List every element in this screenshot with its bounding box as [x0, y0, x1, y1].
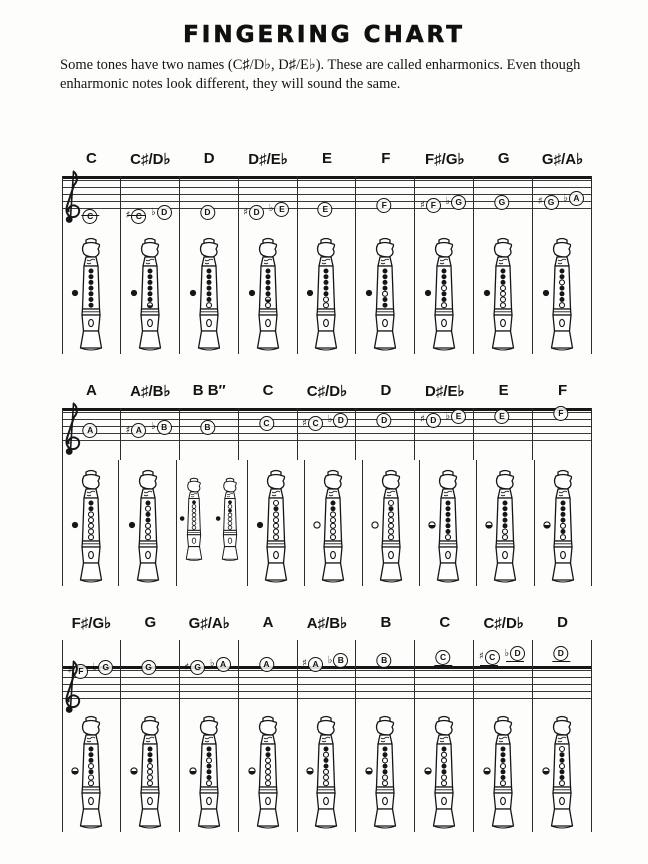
recorder-diagram: [186, 236, 232, 354]
thumb-hole: [372, 522, 378, 528]
recorder-row: [62, 228, 592, 354]
fingering-cell-C♯/D♭: [121, 228, 180, 354]
recorder-diagram: [303, 236, 349, 354]
circled-note-letter: B: [377, 653, 392, 668]
fingering-cell-B: [356, 706, 415, 832]
thumb-hole: [486, 522, 492, 528]
fingering-cell-A: [62, 460, 119, 586]
staff-note: [328, 413, 349, 428]
circled-note-letter: C: [485, 650, 500, 665]
circled-note-letter: B: [157, 420, 172, 435]
staff-note: [93, 660, 114, 675]
recorder-diagram: [68, 714, 114, 832]
staff-cell-F: [356, 176, 415, 228]
staff-cell-G♯/A♭: [180, 640, 239, 706]
chart-row-1: [62, 150, 592, 354]
ledger-line: [480, 665, 498, 666]
staff-cell-C♯/D♭: [121, 176, 180, 228]
fingering-cell-E: [298, 228, 357, 354]
staff-note: [563, 191, 584, 206]
staff-note: [553, 646, 568, 661]
note-name-row: [62, 614, 592, 640]
staff-cell-F: [533, 408, 592, 460]
staff-cell-G: [474, 176, 533, 228]
note-label: F: [381, 150, 391, 167]
staff-note: [377, 413, 392, 428]
circled-note-letter: G: [141, 660, 156, 675]
intro-line-2: enharmonic notes look different, they will sound the same.: [60, 76, 401, 93]
recorder-diagram: [368, 468, 414, 586]
thumb-hole: [543, 290, 549, 296]
staff-note: [538, 195, 559, 210]
chart-sections: [62, 150, 592, 860]
note-label: C♯/D♭: [306, 383, 348, 400]
thumb-hole: [131, 290, 137, 296]
recorder-diagram: [125, 468, 171, 586]
staff-note: [318, 202, 333, 217]
fingering-cell-F♯/G♭: [415, 228, 474, 354]
thumb-hole: [543, 768, 549, 774]
staff-cell-G: [121, 640, 180, 706]
circled-note-letter: C: [308, 416, 323, 431]
circled-note-letter: [131, 209, 146, 224]
circled-note-letter: B: [333, 653, 348, 668]
staff-note: [420, 413, 441, 428]
staff-note: [494, 409, 509, 424]
staff-note: [479, 650, 500, 665]
recorder-diagram: [539, 236, 585, 354]
recorder-diagram: [245, 236, 291, 354]
circled-note-letter: G: [544, 195, 559, 210]
fingering-cell-G♯/A♭: [533, 228, 592, 354]
page-title: FINGERING CHART: [183, 22, 465, 48]
staff-note: [200, 420, 215, 435]
circled-note-letter: B: [200, 420, 215, 435]
flat-sign: ♭: [327, 414, 333, 425]
sharp-sign: ♯: [67, 665, 73, 676]
staff-note: [553, 406, 568, 421]
ledger-line: [552, 661, 570, 662]
thumb-hole: [248, 290, 254, 296]
circled-note-letter: C: [436, 650, 451, 665]
note-name-row: [62, 150, 592, 176]
sharp-sign: ♯: [125, 424, 131, 436]
chart-row-3: [62, 614, 592, 832]
staff-cell-B-B″: [180, 408, 239, 460]
treble-clef: [56, 400, 86, 458]
staff-cell-E: [298, 176, 357, 228]
fingering-cell-G: [121, 706, 180, 832]
fingering-cell-B-B″: [177, 460, 248, 586]
fingering-cell-F♯/G♭: [62, 706, 121, 832]
staff-note: [504, 646, 525, 661]
staff-note: [377, 198, 392, 213]
staff-note: [210, 657, 231, 672]
fingering-cell-D: [533, 706, 592, 832]
thumb-hole: [180, 516, 185, 521]
fingering-cell-F: [535, 460, 592, 586]
recorder-diagram: [425, 468, 471, 586]
thumb-hole: [425, 768, 431, 774]
thumb-hole: [131, 768, 137, 774]
staff-note: [126, 423, 147, 438]
staff-note: [243, 205, 264, 220]
staff: [62, 176, 592, 228]
note-label: F: [557, 382, 568, 399]
recorder-diagram: [310, 468, 356, 586]
thumb-hole: [72, 768, 78, 774]
thumb-hole: [425, 290, 431, 296]
flat-sign: ♭: [209, 658, 215, 669]
staff-cell-D: [533, 640, 592, 706]
sharp-sign: [126, 211, 131, 221]
staff-cell-A: [239, 640, 298, 706]
thumb-hole: [257, 522, 263, 528]
circled-note-letter: D: [553, 646, 568, 661]
recorder-diagram: [480, 236, 526, 354]
staff-cell-A♯/B♭: [121, 408, 180, 460]
note-label: A: [262, 614, 274, 631]
staff-note: [445, 195, 466, 210]
note-label: C♯/D♭: [483, 615, 524, 632]
thumb-hole: [484, 768, 490, 774]
circled-note-letter: D: [377, 413, 392, 428]
circled-note-letter: A: [131, 423, 146, 438]
thumb-hole: [128, 522, 134, 528]
sharp-sign: ♯: [302, 658, 308, 669]
fingering-cell-G♯/A♭: [180, 706, 239, 832]
sharp-sign: ♯: [184, 661, 190, 673]
note-label: B: [380, 614, 392, 631]
fingering-cell-C♯/D♭: [305, 460, 362, 586]
recorder-diagram: [127, 714, 173, 832]
recorder-diagram: [127, 236, 173, 354]
recorder-diagram: [362, 236, 408, 354]
staff-note: [302, 657, 323, 672]
recorder-diagram: [177, 468, 211, 572]
thumb-hole: [366, 290, 372, 296]
staff-note: [445, 409, 466, 424]
staff-cell-B: [356, 640, 415, 706]
circled-note-letter: A: [216, 657, 231, 672]
staff-cell-G♯/A♭: [533, 176, 592, 228]
note-label: E: [321, 150, 332, 167]
circled-note-letter: A: [569, 191, 584, 206]
note-label: G: [497, 150, 510, 167]
fingering-cell-C: [62, 228, 121, 354]
circled-note-letter: D: [200, 205, 215, 220]
note-label: E: [498, 382, 509, 399]
note-label: A: [86, 382, 97, 399]
fingering-cell-A: [239, 706, 298, 832]
staff-cell-E: [474, 408, 533, 460]
sharp-sign: ♯: [478, 651, 484, 662]
staff-cell-D♯/E♭: [239, 176, 298, 228]
flat-sign: ♭: [563, 192, 568, 204]
thumb-hole: [307, 768, 313, 774]
flat-sign: ♭: [92, 661, 98, 673]
ledger-line: [434, 665, 452, 666]
fingering-cell-E: [477, 460, 534, 586]
staff-note: [494, 195, 509, 210]
thumb-hole: [544, 522, 550, 528]
note-label: B B″: [192, 382, 226, 399]
thumb-hole: [72, 290, 78, 296]
note-label: G: [144, 614, 157, 631]
fingering-cell-C♯/D♭: [474, 706, 533, 832]
fingering-cell-D: [180, 228, 239, 354]
circled-note-letter: D: [157, 205, 172, 220]
recorder-diagram: [245, 714, 291, 832]
fingering-cell-F: [356, 228, 415, 354]
circled-note-letter: D: [333, 413, 348, 428]
thumb-hole: [484, 290, 490, 296]
staff: [62, 408, 592, 460]
staff-note: [436, 650, 451, 665]
circled-note-letter: F: [553, 406, 568, 421]
recorder-diagram: [213, 468, 247, 572]
staff-note: [269, 202, 290, 217]
thumb-hole: [366, 768, 372, 774]
flat-sign: ♭: [445, 196, 451, 207]
ledger-line: [506, 661, 524, 662]
note-label: C: [262, 382, 274, 399]
circled-note-letter: E: [451, 409, 466, 424]
circled-note-letter: E: [274, 202, 289, 217]
staff-note: [141, 660, 156, 675]
treble-clef: [56, 168, 86, 226]
staff-cell-C♯/D♭: [474, 640, 533, 706]
recorder-diagram: [253, 468, 299, 586]
circled-note-letter: F: [377, 198, 392, 213]
circled-note-letter: D: [249, 205, 264, 220]
staff-cell-D: [356, 408, 415, 460]
treble-clef: [56, 658, 86, 716]
circled-note-letter: G: [494, 195, 509, 210]
note-label: G♯/A♭: [188, 615, 230, 632]
finger-holes: [324, 747, 329, 786]
staff-cell-F♯/G♭: [415, 176, 474, 228]
finger-holes: [145, 501, 150, 540]
note-label: D♯/E♭: [424, 383, 465, 400]
intro-text: [60, 56, 590, 94]
sharp-sign: ♯: [243, 206, 249, 218]
staff-note: [259, 416, 274, 431]
flat-sign: ♭: [150, 206, 156, 218]
recorder-diagram: [68, 468, 114, 586]
finger-holes: [192, 500, 196, 529]
note-label: F♯/G♭: [71, 615, 112, 632]
flat-sign: ♭: [504, 647, 510, 659]
note-label: C♯/D♭: [130, 151, 171, 168]
staff: [62, 640, 592, 706]
fingering-cell-A♯/B♭: [119, 460, 176, 586]
recorder-diagram: [421, 236, 467, 354]
thumb-hole: [307, 290, 313, 296]
thumb-hole: [72, 522, 78, 528]
fingering-cell-D: [363, 460, 420, 586]
staff-cell-D♯/E♭: [415, 408, 474, 460]
recorder-diagram: [303, 714, 349, 832]
note-label: D: [557, 614, 568, 631]
circled-note-letter: G: [98, 660, 113, 675]
circled-note-letter: A: [83, 423, 98, 438]
sharp-sign: ♯: [302, 417, 308, 429]
fingering-cell-C: [248, 460, 305, 586]
sharp-sign: ♯: [419, 414, 425, 425]
thumb-hole: [248, 768, 254, 774]
fingering-cell-D♯/E♭: [420, 460, 477, 586]
note-label: D♯/E♭: [248, 151, 288, 168]
circled-note-letter: D: [426, 413, 441, 428]
note-name-row: [62, 382, 592, 408]
thumb-hole: [190, 768, 196, 774]
note-label: A♯/B♭: [306, 615, 348, 632]
staff-note: [151, 420, 172, 435]
recorder-diagram: [540, 468, 586, 586]
flat-sign: ♭: [268, 203, 274, 214]
thumb-hole: [190, 290, 196, 296]
circled-note-letter: E: [494, 409, 509, 424]
finger-holes: [442, 747, 447, 786]
circled-note-letter: F: [73, 664, 88, 679]
recorder-row: [62, 706, 592, 832]
staff-cell-C: [239, 408, 298, 460]
note-label: A♯/B♭: [130, 383, 171, 400]
note-label: C: [439, 614, 451, 631]
staff-note: [420, 198, 441, 213]
staff-note: [200, 205, 215, 220]
staff-cell-C♯/D♭: [298, 408, 357, 460]
circled-note-letter: A: [308, 657, 323, 672]
staff-cell-C: [415, 640, 474, 706]
finger-holes: [228, 500, 232, 529]
staff-note: [377, 653, 392, 668]
fingering-cell-G: [474, 228, 533, 354]
recorder-diagram: [68, 236, 114, 354]
recorder-diagram: [186, 714, 232, 832]
thumb-hole: [314, 522, 320, 528]
flat-sign: ♭: [150, 421, 156, 432]
staff-note: [151, 205, 172, 220]
note-label: D: [380, 382, 392, 399]
thumb-hole: [216, 516, 221, 521]
fingering-cell-C: [415, 706, 474, 832]
note-label: F♯/G♭: [424, 151, 465, 168]
staff-note: [126, 209, 147, 224]
circled-note-letter: C: [259, 416, 274, 431]
note-label: C: [86, 150, 97, 167]
staff-note: [259, 657, 274, 672]
recorder-diagram: [480, 714, 526, 832]
fingering-cell-D♯/E♭: [239, 228, 298, 354]
circled-note-letter: G: [190, 660, 205, 675]
intro-line-1: Some tones have two names (C♯/D♭, D♯/E♭). These are called enharmonics. Even though: [60, 57, 581, 73]
sharp-sign: ♯: [419, 199, 425, 211]
circled-note-letter: G: [451, 195, 466, 210]
sharp-sign: ♯: [537, 196, 543, 207]
recorder-diagram: [539, 714, 585, 832]
staff-note: [302, 416, 323, 431]
ledger-line: [127, 215, 145, 216]
circled-note-letter: F: [426, 198, 441, 213]
flat-sign: ♭: [445, 410, 451, 422]
staff-cell-D: [180, 176, 239, 228]
thumb-hole: [429, 522, 435, 528]
circled-note-letter: D: [510, 646, 525, 661]
recorder-row: [62, 460, 592, 586]
circled-note-letter: E: [318, 202, 333, 217]
recorder-diagram: [482, 468, 528, 586]
note-label: G♯/A♭: [541, 151, 584, 168]
chart-row-2: [62, 382, 592, 586]
recorder-diagram: [362, 714, 408, 832]
staff-note: [184, 660, 205, 675]
circled-note-letter: A: [259, 657, 274, 672]
staff-cell-A♯/B♭: [298, 640, 357, 706]
staff-note: [328, 653, 349, 668]
recorder-diagram: [421, 714, 467, 832]
fingering-cell-A♯/B♭: [298, 706, 357, 832]
note-label: D: [203, 150, 215, 167]
flat-sign: ♭: [327, 654, 333, 666]
